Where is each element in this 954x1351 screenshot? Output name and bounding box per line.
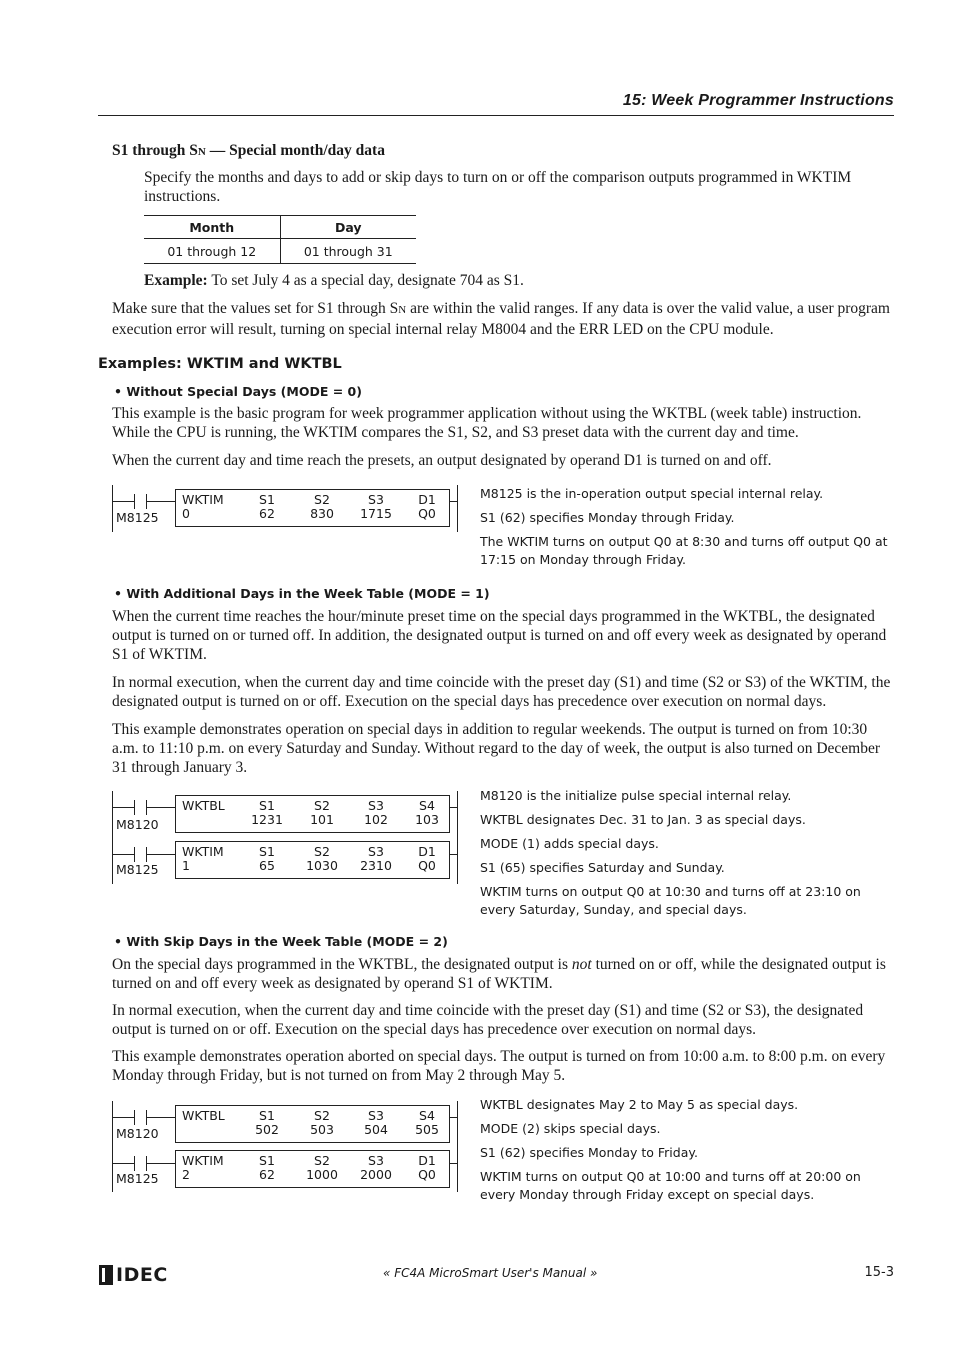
contact-left-bar — [134, 800, 135, 815]
operand-name: S3 — [368, 798, 384, 813]
contact-label: M8120 — [116, 817, 159, 832]
note-line: MODE (1) adds special days. — [480, 836, 659, 851]
note-line: WKTIM turns on output Q0 at 10:30 and turns off at 23:10 on every Saturday, Sunday, and special days. — [480, 884, 861, 917]
instruction-name: WKTIM — [182, 492, 224, 507]
instruction-mode: 2 — [182, 1167, 190, 1182]
operand-value: Q0 — [418, 858, 436, 873]
operand-name: S3 — [368, 1153, 384, 1168]
ladder-diagram-ex1 — [112, 485, 462, 535]
operand-value: 504 — [364, 1122, 388, 1137]
operand-value: 502 — [255, 1122, 279, 1137]
operand-value: 503 — [310, 1122, 334, 1137]
instruction-mode: 1 — [182, 858, 190, 873]
month-day-table — [144, 215, 416, 264]
ex2-para2: In normal execution, when the current day and time coincide with the preset day (S1) and time (S2 or S3) of the WKTIM, the designated output is turned on or off. Execution on the special days has precedence over execution on normal days. — [112, 674, 891, 710]
contact-left-bar — [134, 1156, 135, 1171]
instruction-name: WKTBL — [182, 1108, 225, 1123]
table-header-month: Month — [144, 216, 280, 239]
operand-name: S1 — [259, 1108, 275, 1123]
right-power-rail — [457, 1101, 458, 1192]
ex3-notes — [480, 1096, 894, 1204]
operand-value: 2000 — [360, 1167, 392, 1182]
s1-heading-a: S1 through S — [112, 142, 198, 159]
note-line: WKTIM turns on output Q0 at 10:00 and turns off at 20:00 on every Monday through Friday except on special days. — [480, 1169, 861, 1202]
operand-name: S2 — [314, 1108, 330, 1123]
ex2-bullet: • With Additional Days in the Week Table (MODE = 1) — [114, 586, 490, 601]
operand-name: S1 — [259, 1153, 275, 1168]
ex3-bullet: • With Skip Days in the Week Table (MODE = 2) — [114, 934, 448, 949]
operand-value: Q0 — [418, 1167, 436, 1182]
ex3-para3: This example demonstrates operation aborted on special days. The output is turned on from 10:00 a.m. to 8:00 p.m. on every Monday through Friday, but is not turned on from May 2 through May 5. — [112, 1048, 886, 1084]
ladder-diagram-ex2 — [112, 791, 462, 886]
operand-name: S2 — [314, 798, 330, 813]
ex1-para1: This example is the basic program for week programmer application without using the WKTBL (week table) instruction. While the CPU is running, the WKTIM compares the S1, S2, and S3 preset data with the current day and time. — [112, 405, 862, 441]
ex3-para2: In normal execution, when the current day and time coincide with the preset day (S1) and time (S2 or S3), the designated output is turned on or off. Execution on the special days has precedence over execution on normal days. — [112, 1002, 864, 1038]
ex3-para1-a: On the special days programmed in the WKTBL, the designated output is — [112, 956, 572, 973]
operand-name: D1 — [418, 844, 436, 859]
contact-left-bar — [134, 494, 135, 509]
range-note-b: are within the valid ranges. If any data is over the valid value, a user program execution error will result, turning on special internal relay M8004 and the ERR LED on the CPU module. — [112, 300, 890, 338]
operand-name: D1 — [418, 1153, 436, 1168]
s1-heading-b: — Special month/day data — [205, 142, 385, 159]
operand-value: 2310 — [360, 858, 392, 873]
left-power-rail — [112, 1101, 113, 1192]
note-line: S1 (62) specifies Monday through Friday. — [480, 510, 735, 525]
note-line: M8120 is the initialize pulse special internal relay. — [480, 788, 792, 803]
left-power-rail — [112, 485, 113, 532]
note-line: WKTBL designates May 2 to May 5 as special days. — [480, 1097, 799, 1112]
operand-name: S1 — [259, 798, 275, 813]
manual-title: « FC4A MicroSmart User's Manual » — [383, 1266, 598, 1280]
contact-label: M8125 — [116, 510, 159, 525]
ex2-para3: This example demonstrates operation on special days in addition to regular weekends. The output is turned on from 10:30 a.m. to 11:10 p.m. on every Saturday and Sunday. Without regard to the day of week, the output is also turned on December 31 through January 3. — [112, 721, 881, 776]
operand-value: 102 — [364, 812, 388, 827]
instruction-mode: 0 — [182, 506, 190, 521]
contact-left-bar — [134, 1110, 135, 1125]
table-cell-day: 01 through 31 — [280, 239, 416, 264]
ex2-notes — [480, 787, 894, 919]
left-power-rail — [112, 791, 113, 884]
instruction-box-wktbl — [175, 795, 450, 833]
ex2-para1: When the current time reaches the hour/minute preset time on the special days programmed in the WKTBL, the designated output is turned on or turned off. In addition, the designated output is turned on and off every week as designated by operand S1 of WKTIM. — [112, 608, 887, 663]
operand-name: S2 — [314, 492, 330, 507]
note-line: MODE (2) skips special days. — [480, 1121, 661, 1136]
example-label: Example: — [144, 272, 208, 289]
table-row — [144, 239, 416, 264]
operand-name: S3 — [368, 1108, 384, 1123]
range-note-sub: N — [398, 304, 407, 316]
logo-text: IDEC — [116, 1264, 168, 1286]
operand-value: 1000 — [306, 1167, 338, 1182]
note-line: S1 (65) specifies Saturday and Sunday. — [480, 860, 725, 875]
range-note-a: Make sure that the values set for S1 through S — [112, 300, 399, 317]
operand-value: 103 — [415, 812, 439, 827]
operand-name: S3 — [368, 492, 384, 507]
operand-value: 1030 — [306, 858, 338, 873]
instruction-box-wktim — [175, 489, 450, 527]
ex3-para1 — [112, 955, 894, 993]
operand-value: 830 — [310, 506, 334, 521]
ex1-para2: When the current day and time reach the presets, an output designated by operand D1 is turned on and off. — [112, 452, 772, 469]
operand-name: S1 — [259, 844, 275, 859]
operand-name: D1 — [418, 492, 436, 507]
operand-value: 65 — [259, 858, 275, 873]
instruction-box-wktim — [175, 1150, 450, 1188]
examples-heading: Examples: WKTIM and WKTBL — [98, 356, 342, 372]
ex1-bullet: • Without Special Days (MODE = 0) — [114, 384, 362, 399]
example-text: To set July 4 as a special day, designate 704 as S1. — [207, 272, 524, 289]
operand-name: S2 — [314, 1153, 330, 1168]
right-power-rail — [457, 791, 458, 884]
operand-value: Q0 — [418, 506, 436, 521]
note-line: M8125 is the in-operation output special internal relay. — [480, 486, 824, 501]
operand-name: S4 — [419, 798, 435, 813]
operand-value: 1715 — [360, 506, 392, 521]
page-number: 15-3 — [864, 1265, 894, 1280]
ladder-diagram-ex3 — [112, 1101, 462, 1196]
note-line: S1 (62) specifies Monday to Friday. — [480, 1145, 698, 1160]
s1-range-note — [112, 299, 894, 339]
instruction-name: WKTIM — [182, 844, 224, 859]
instruction-name: WKTIM — [182, 1153, 224, 1168]
instruction-box-wktim — [175, 841, 450, 879]
right-power-rail — [457, 485, 458, 532]
contact-left-bar — [134, 847, 135, 862]
operand-value: 1231 — [251, 812, 283, 827]
note-line: The WKTIM turns on output Q0 at 8:30 and turns off output Q0 at 17:15 on Monday through Friday. — [480, 534, 888, 567]
instruction-box-wktbl — [175, 1105, 450, 1143]
operand-name: S2 — [314, 844, 330, 859]
ex3-para1-emphasis: not — [571, 956, 592, 973]
chapter-title: 15: Week Programmer Instructions — [622, 92, 894, 109]
table-header-day: Day — [280, 216, 416, 239]
operand-value: 505 — [415, 1122, 439, 1137]
operand-name: S3 — [368, 844, 384, 859]
s1-heading — [112, 142, 385, 160]
operand-name: S1 — [259, 492, 275, 507]
operand-name: S4 — [419, 1108, 435, 1123]
table-cell-month: 01 through 12 — [144, 239, 280, 264]
contact-label: M8125 — [116, 862, 159, 877]
s1-heading-sub: N — [197, 146, 206, 158]
ex1-notes — [480, 485, 894, 569]
header-rule — [98, 115, 894, 116]
operand-value: 62 — [259, 506, 275, 521]
s1-intro: Specify the months and days to add or skip days to turn on or off the comparison outputs programmed in WKTIM instructions. — [144, 169, 852, 205]
s1-example — [144, 271, 524, 290]
contact-label: M8125 — [116, 1171, 159, 1186]
ex3-para1-b: turned on or off, while the designated output is turned on and off every week as designated by operand S1 of WKTIM. — [112, 956, 886, 992]
instruction-name: WKTBL — [182, 798, 225, 813]
note-line: WKTBL designates Dec. 31 to Jan. 3 as special days. — [480, 812, 806, 827]
operand-value: 101 — [310, 812, 334, 827]
operand-value: 62 — [259, 1167, 275, 1182]
contact-label: M8120 — [116, 1126, 159, 1141]
idec-logo — [99, 1264, 169, 1286]
